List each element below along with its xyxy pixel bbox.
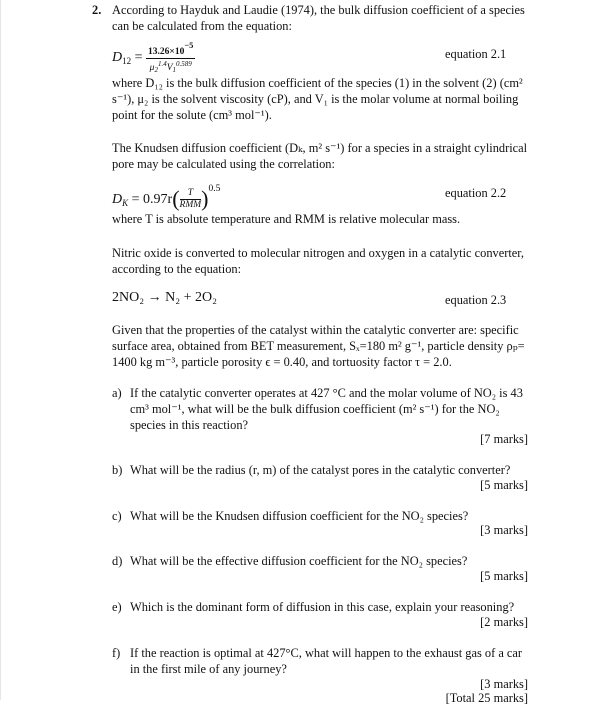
- part-e-text: Which is the dominant form of diffusion in this case, explain your reasoning?: [130, 600, 515, 614]
- equation-2-3: 2NO₂ → N₂ + 2O₂: [112, 290, 217, 305]
- part-d-marks: [5 marks]: [480, 569, 528, 583]
- part-c-letter: c): [112, 509, 122, 523]
- nitric-oxide-intro: Nitric oxide is converted to molecular nitrogen and oxygen in a catalytic converter, according to the equation:: [112, 246, 525, 276]
- eq2-rhs-prefix: = 0.97r: [131, 192, 173, 207]
- eq1-denominator-v: V: [166, 63, 173, 73]
- part-b-text: What will be the radius (r, m) of the catalyst pores in the catalytic converter?: [130, 463, 511, 477]
- eq1-fraction: $\frac{13.26\times 10-5}{\mu_2^{1.4}V_1^{0.589}}$: [148, 40, 194, 74]
- where-paragraph-2: where T is absolute temperature and RMM is relative molecular mass.: [112, 212, 461, 226]
- eq2-lhs-sub: K: [122, 198, 129, 208]
- knudsen-intro: The Knudsen diffusion coefficient (Dₖ, m² s⁻¹) for a species in a straight cylindrical pore may be calculated using the correlation:: [112, 141, 528, 171]
- part-a-marks: [7 marks]: [480, 432, 528, 446]
- eq2-frac-den: RMM: [179, 200, 202, 211]
- eq1-lhs: D: [112, 50, 123, 66]
- part-c-marks: [3 marks]: [480, 523, 528, 537]
- eq2-exponent: 0.5: [208, 184, 221, 194]
- equation-2-2-label: equation 2.2: [445, 186, 507, 200]
- part-a-text: If the catalytic converter operates at 427 °C and the molar volume of NO₂ is 43 cm³ mol⁻¹, what will be the bulk diffusion coefficient (m² s⁻¹) for the NO₂ species in this reaction?: [130, 386, 523, 432]
- part-e-marks: [2 marks]: [480, 615, 528, 629]
- part-d-text: What will be the effective diffusion coefficient for the NO₂ species?: [130, 554, 468, 568]
- part-e-letter: e): [112, 600, 122, 614]
- part-b-marks: [5 marks]: [480, 478, 528, 492]
- eq2-lhs: D: [112, 192, 123, 207]
- total-marks: [Total 25 marks]: [445, 691, 528, 705]
- part-f-marks: [3 marks]: [480, 677, 528, 691]
- equation-2-3-label: equation 2.3: [445, 293, 507, 307]
- eq2-frac-num: T: [180, 188, 202, 200]
- eq1-denominator-mu: μ: [149, 63, 155, 73]
- part-f-letter: f): [112, 646, 121, 660]
- equation-2-1: [112, 40, 195, 76]
- part-b-letter: b): [112, 463, 123, 477]
- catalyst-properties: Given that the properties of the catalyst within the catalytic converter are: specific surface area, obtained from BET measurement, Sₓ=180 m² g⁻¹, particle density ρₚ= 1400 kg m⁻³, particle porosity ϵ = 0.40, and tortuosity factor τ = 2.0.: [112, 323, 525, 369]
- part-a-letter: a): [112, 386, 122, 400]
- part-c-text: What will be the Knudsen diffusion coefficient for the NO₂ species?: [130, 509, 469, 523]
- eq1-lhs-sub: 12: [122, 56, 132, 67]
- equation-2-2: $D_K = 0.97r$( $\frac{T}{\text{RMM}}$ )$^{0.5}$: [112, 184, 221, 211]
- where-paragraph-1: where D₁₂ is the bulk diffusion coefficient of the species (1) in the solvent (2) (cm² s⁻¹), μ₂ is the solvent viscosity (cP), and V₁ is the molar volume at normal boiling point for the solute (cm³ mol⁻¹).: [112, 76, 523, 122]
- part-f-text: If the reaction is optimal at 427°C, what will happen to the exhaust gas of a car in the first mile of any journey?: [130, 646, 523, 676]
- eq2-fraction: [180, 188, 202, 211]
- equation-2-1-label: equation 2.1: [445, 47, 507, 61]
- intro-paragraph: According to Hayduk and Laudie (1974), the bulk diffusion coefficient of a species can be calculated from the equation:: [112, 3, 525, 33]
- eq1-numerator: 13.26×10: [148, 47, 185, 57]
- question-number: 2.: [92, 3, 102, 17]
- eq1-equals: =: [134, 50, 143, 66]
- part-d-letter: d): [112, 554, 123, 568]
- eq1-numerator-exp: −5: [184, 40, 194, 50]
